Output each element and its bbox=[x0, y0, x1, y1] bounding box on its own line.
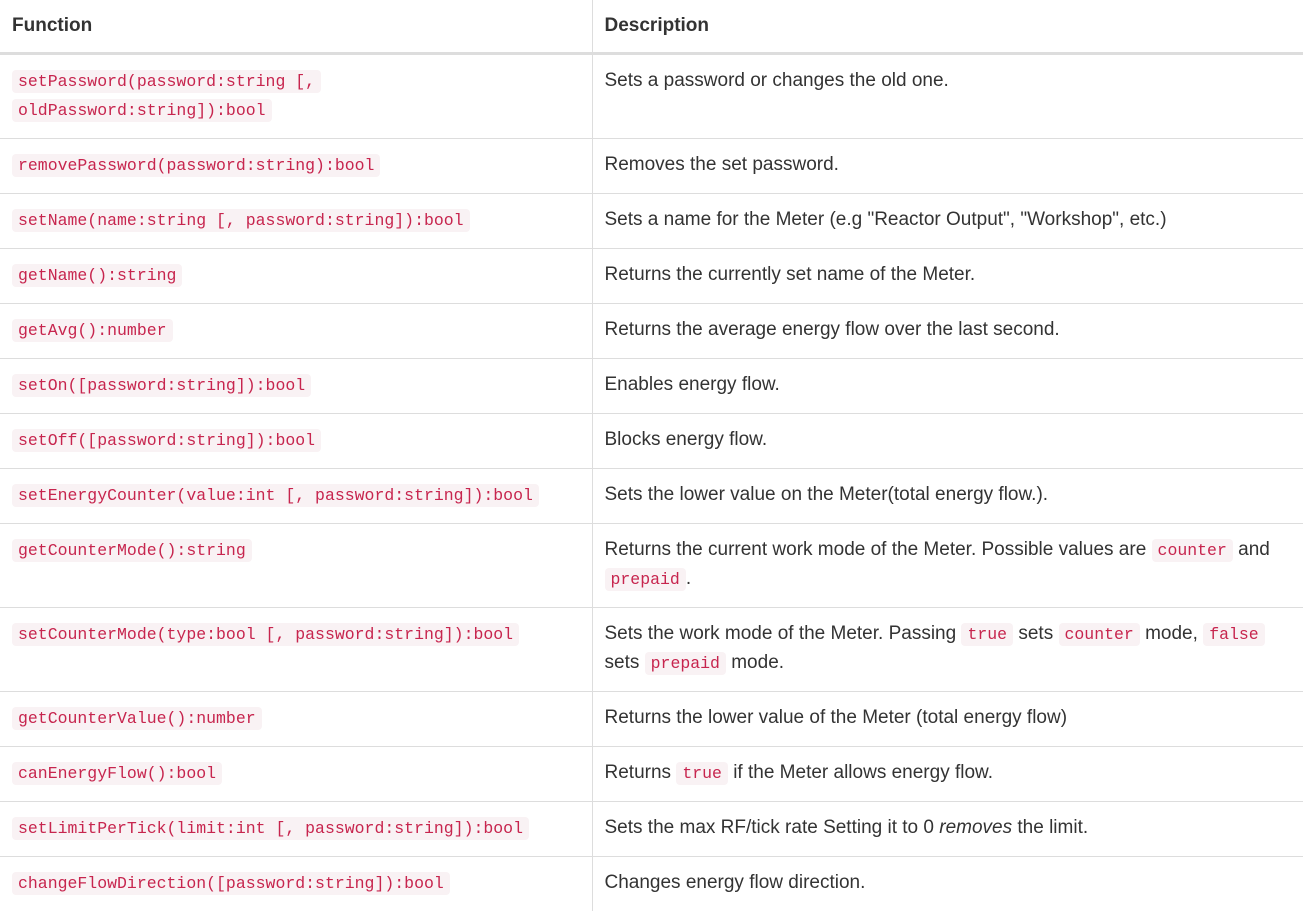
function-cell bbox=[0, 747, 592, 802]
description-cell: Returns the currently set name of the Meter. bbox=[592, 249, 1303, 304]
table-row bbox=[0, 414, 1303, 469]
function-signature: getAvg():number bbox=[12, 319, 173, 342]
description-text: . bbox=[686, 568, 691, 589]
function-cell bbox=[0, 608, 592, 692]
table-row bbox=[0, 194, 1303, 249]
description-cell bbox=[592, 608, 1303, 692]
table-row bbox=[0, 524, 1303, 608]
description-text: Returns bbox=[605, 762, 672, 783]
description-cell: Sets a name for the Meter (e.g "Reactor Output", "Workshop", etc.) bbox=[592, 194, 1303, 249]
description-text: the limit. bbox=[1017, 817, 1088, 838]
column-header-function: Function bbox=[0, 0, 592, 54]
inline-code: counter bbox=[1152, 539, 1233, 562]
inline-code: prepaid bbox=[605, 568, 686, 591]
table-row bbox=[0, 359, 1303, 414]
table-row bbox=[0, 608, 1303, 692]
inline-code: false bbox=[1203, 623, 1265, 646]
description-cell: Enables energy flow. bbox=[592, 359, 1303, 414]
function-signature-continued: oldPassword:string]):bool bbox=[12, 99, 272, 122]
function-cell bbox=[0, 304, 592, 359]
function-cell bbox=[0, 54, 592, 139]
description-cell bbox=[592, 524, 1303, 608]
table-body bbox=[0, 54, 1303, 911]
function-signature: getCounterValue():number bbox=[12, 707, 262, 730]
description-text: mode. bbox=[731, 652, 784, 673]
description-cell: Sets the lower value on the Meter(total energy flow.). bbox=[592, 469, 1303, 524]
description-cell: Blocks energy flow. bbox=[592, 414, 1303, 469]
table-row bbox=[0, 54, 1303, 139]
description-cell: Changes energy flow direction. bbox=[592, 857, 1303, 911]
function-signature: setName(name:string [, password:string]):bool bbox=[12, 209, 470, 232]
function-signature: setLimitPerTick(limit:int [, password:string]):bool bbox=[12, 817, 529, 840]
function-signature: getCounterMode():string bbox=[12, 539, 252, 562]
description-cell: Removes the set password. bbox=[592, 139, 1303, 194]
function-cell bbox=[0, 139, 592, 194]
function-cell bbox=[0, 194, 592, 249]
description-cell bbox=[592, 747, 1303, 802]
inline-code: true bbox=[676, 762, 728, 785]
table-row bbox=[0, 747, 1303, 802]
function-signature: setOff([password:string]):bool bbox=[12, 429, 321, 452]
function-cell bbox=[0, 469, 592, 524]
column-header-description: Description bbox=[592, 0, 1303, 54]
inline-code: true bbox=[961, 623, 1013, 646]
table-row bbox=[0, 802, 1303, 857]
table-row bbox=[0, 692, 1303, 747]
description-cell: Returns the average energy flow over the last second. bbox=[592, 304, 1303, 359]
function-cell bbox=[0, 249, 592, 304]
table-row bbox=[0, 469, 1303, 524]
description-text: sets bbox=[1018, 623, 1053, 644]
table-row bbox=[0, 857, 1303, 911]
function-cell bbox=[0, 692, 592, 747]
function-cell bbox=[0, 802, 592, 857]
function-signature: setOn([password:string]):bool bbox=[12, 374, 311, 397]
description-cell: Returns the lower value of the Meter (total energy flow) bbox=[592, 692, 1303, 747]
description-text: mode, bbox=[1145, 623, 1198, 644]
function-signature: setCounterMode(type:bool [, password:string]):bool bbox=[12, 623, 519, 646]
table-row bbox=[0, 249, 1303, 304]
function-cell bbox=[0, 414, 592, 469]
description-text: and bbox=[1238, 539, 1270, 560]
description-cell bbox=[592, 802, 1303, 857]
function-signature: canEnergyFlow():bool bbox=[12, 762, 222, 785]
inline-code: prepaid bbox=[645, 652, 726, 675]
description-text: Sets the work mode of the Meter. Passing bbox=[605, 623, 957, 644]
table-header bbox=[0, 0, 1303, 54]
description-text: if the Meter allows energy flow. bbox=[733, 762, 993, 783]
description-text: Returns the current work mode of the Meter. Possible values are bbox=[605, 539, 1147, 560]
function-signature: getName():string bbox=[12, 264, 182, 287]
table-row bbox=[0, 304, 1303, 359]
function-signature: setPassword(password:string [, bbox=[12, 70, 321, 93]
emphasis-text: removes bbox=[939, 817, 1012, 838]
function-cell bbox=[0, 857, 592, 911]
table-row bbox=[0, 139, 1303, 194]
function-signature: removePassword(password:string):bool bbox=[12, 154, 380, 177]
function-cell bbox=[0, 359, 592, 414]
description-cell: Sets a password or changes the old one. bbox=[592, 54, 1303, 139]
function-signature: setEnergyCounter(value:int [, password:string]):bool bbox=[12, 484, 539, 507]
header-row bbox=[0, 0, 1303, 54]
inline-code: counter bbox=[1059, 623, 1140, 646]
description-text: Sets the max RF/tick rate Setting it to 0 bbox=[605, 817, 934, 838]
function-signature: changeFlowDirection([password:string]):bool bbox=[12, 872, 450, 895]
description-text: sets bbox=[605, 652, 640, 673]
function-cell bbox=[0, 524, 592, 608]
